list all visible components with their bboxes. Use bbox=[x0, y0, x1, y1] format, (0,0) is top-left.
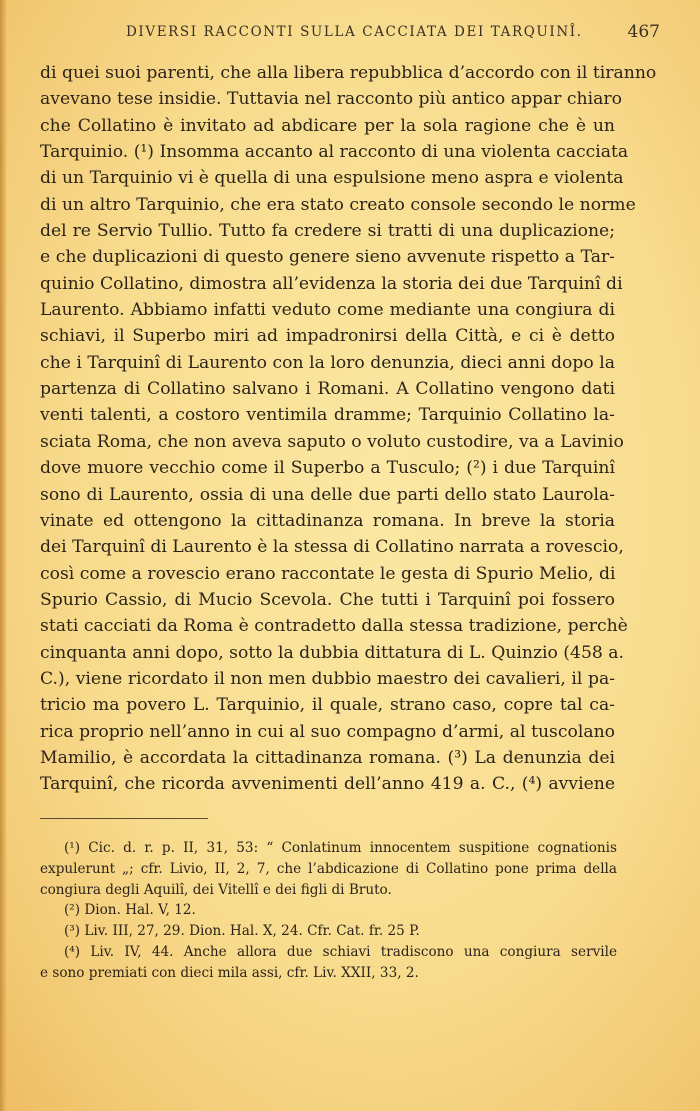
footnote-line: expulerunt „; cfr. Livio, II, 2, 7, che l’abdicazione di Collatino pone prima della bbox=[40, 860, 617, 877]
text-line: Spurio Cassio, di Mucio Scevola. Che tutti i Tarquinî poi fossero bbox=[40, 589, 615, 610]
footnote-line: e sono premiati con dieci mila assi, cfr. Liv. XXII, 33, 2. bbox=[40, 964, 419, 981]
body-text bbox=[40, 60, 657, 798]
footnote-line: (²) Dion. Hal. V, 12. bbox=[64, 902, 196, 919]
text-line: stati cacciati da Roma è contradetto dalla stessa tradizione, perchè bbox=[40, 616, 628, 637]
text-line: di un Tarquinio vi è quella di una espulsione meno aspra e violenta bbox=[40, 168, 624, 189]
text-line: partenza di Collatino salvano i Romani. A Collatino vengono dati bbox=[40, 379, 615, 400]
footnotes bbox=[40, 838, 617, 984]
text-line: cinquanta anni dopo, sotto la dubbia dittatura di L. Quinzio (458 a. bbox=[40, 642, 624, 663]
text-line: dei Tarquinî di Laurento è la stessa di Collatino narrata a rovescio, bbox=[40, 537, 624, 558]
text-line: di un altro Tarquinio, che era stato creato console secondo le norme bbox=[40, 194, 636, 215]
text-line: venti talenti, a costoro ventimila dramme; Tarquinio Collatino la- bbox=[40, 405, 615, 426]
text-line: del re Servio Tullio. Tutto fa credere si tratti di una duplicazione; bbox=[40, 221, 615, 242]
text-line: C.), viene ricordato il non men dubbio maestro dei cavalieri, il pa- bbox=[40, 668, 615, 689]
footnote-line: (¹) Cic. d. r. p. II, 31, 53: “ Conlatinum innocentem suspitione cognationis bbox=[64, 840, 617, 856]
text-line: avevano tese insidie. Tuttavia nel racconto più antico appar chiaro bbox=[40, 89, 622, 110]
text-line: Laurento. Abbiamo infatti veduto come mediante una congiura di bbox=[40, 300, 615, 321]
footnote-divider bbox=[40, 818, 208, 819]
text-line: sciata Roma, che non aveva saputo o voluto custodire, va a Lavinio bbox=[40, 431, 624, 452]
text-line: tricio ma povero L. Tarquinio, il quale, strano caso, copre tal ca- bbox=[40, 695, 615, 716]
text-line: schiavi, il Superbo miri ad impadronirsi della Città, e ci è detto bbox=[40, 326, 615, 347]
running-title: DIVERSI RACCONTI SULLA CACCIATA DEI TARQUINÎ. bbox=[126, 24, 583, 40]
text-line: vinate ed ottengono la cittadinanza romana. In breve la storia bbox=[40, 510, 615, 531]
text-line: Tarquinio. (¹) Insomma accanto al racconto di una violenta cacciata bbox=[40, 142, 629, 163]
text-line: così come a rovescio erano raccontate le gesta di Spurio Melio, di bbox=[40, 563, 616, 584]
text-line: di quei suoi parenti, che alla libera repubblica d’accordo con il tiranno bbox=[40, 63, 657, 83]
footnote-line: (³) Liv. III, 27, 29. Dion. Hal. X, 24. Cfr. Cat. fr. 25 P. bbox=[64, 923, 420, 940]
text-line: che Collatino è invitato ad abdicare per la sola ragione che è un bbox=[40, 115, 615, 136]
text-line: rica proprio nell’anno in cui al suo compagno d’armi, al tuscolano bbox=[40, 721, 615, 742]
text-line: sono di Laurento, ossia di una delle due parti dello stato Laurola- bbox=[40, 484, 615, 505]
page-number: 467 bbox=[627, 22, 660, 42]
text-line: Tarquinî, che ricorda avvenimenti dell’anno 419 a. C., (⁴) avviene bbox=[40, 774, 615, 795]
footnote-line: (⁴) Liv. IV, 44. Anche allora due schiavi tradiscono una congiura servile bbox=[64, 943, 617, 960]
footnote-line: congiura degli Aquilî, dei Vitellî e dei figli di Bruto. bbox=[40, 881, 392, 898]
text-line: dove muore vecchio come il Superbo a Tusculo; (²) i due Tarquinî bbox=[40, 458, 615, 479]
page-binding-edge bbox=[0, 0, 7, 1111]
text-line: che i Tarquinî di Laurento con la loro denunzia, dieci anni dopo la bbox=[40, 352, 615, 373]
running-head bbox=[40, 22, 660, 46]
text-line: e che duplicazioni di questo genere sieno avvenute rispetto a Tar- bbox=[40, 247, 615, 268]
text-line: quinio Collatino, dimostra all’evidenza la storia dei due Tarquinî di bbox=[40, 273, 623, 294]
text-line: Mamilio, è accordata la cittadinanza romana. (³) La denunzia dei bbox=[40, 747, 615, 768]
